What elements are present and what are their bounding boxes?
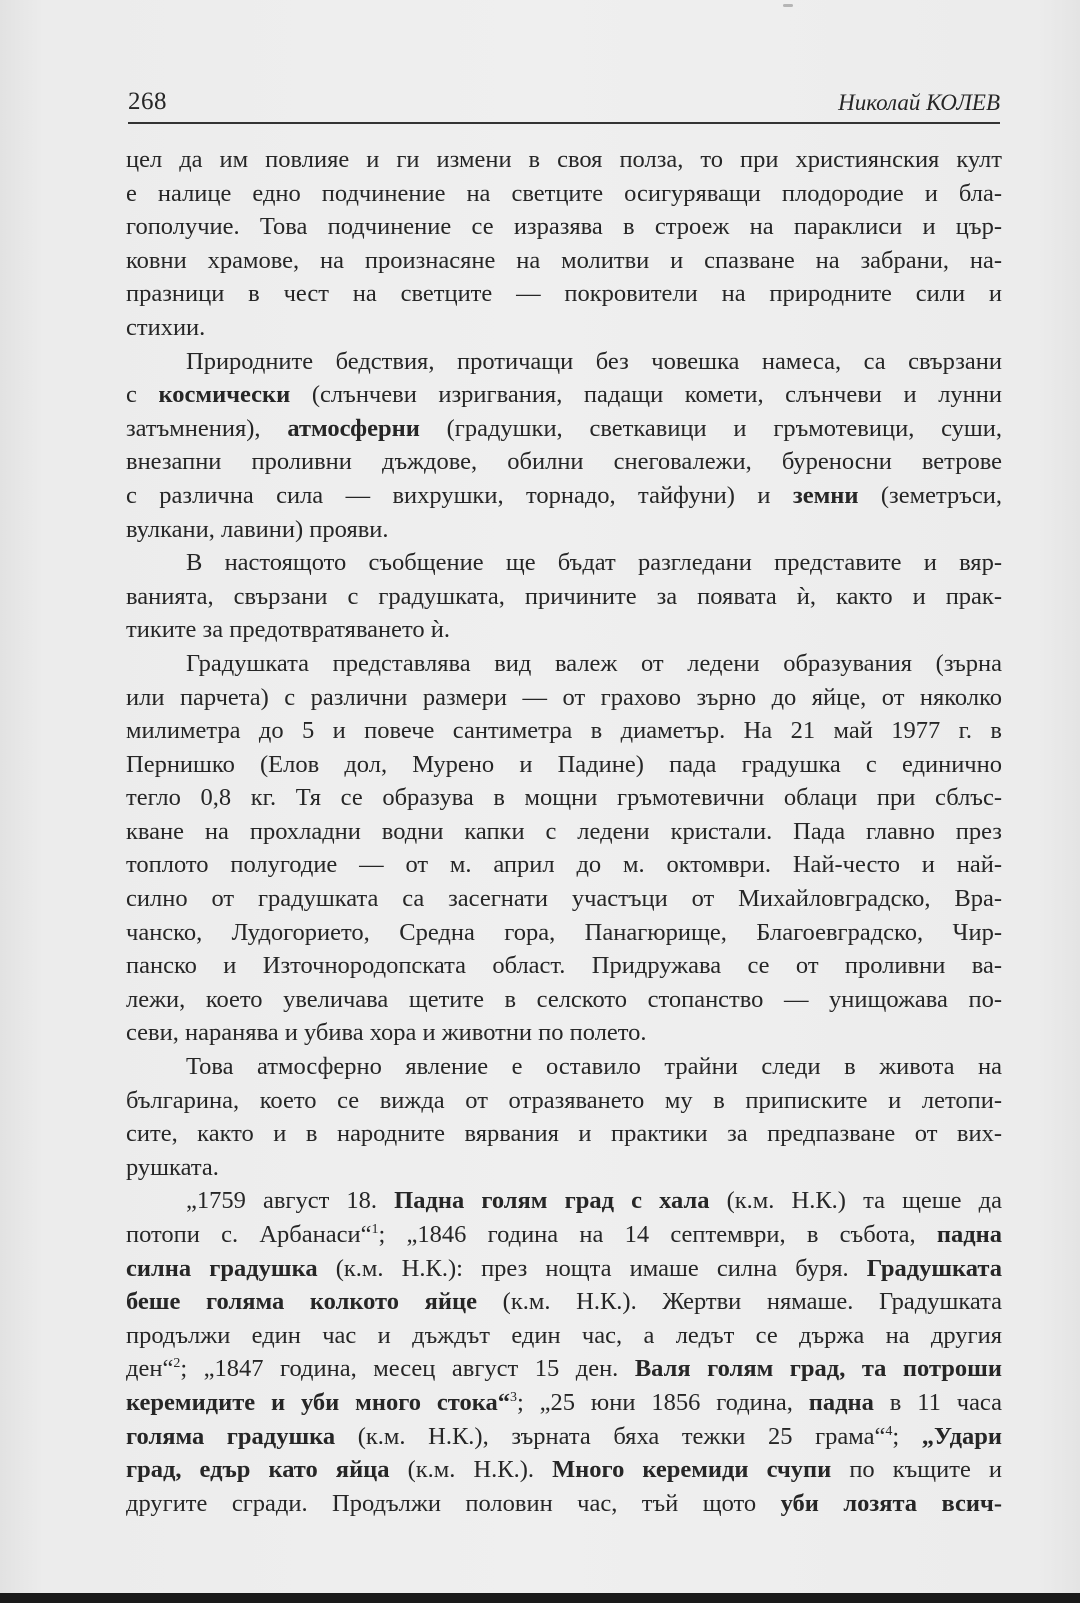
text-line: Това атмосферно явление е оставило трайни следи в живота на [186,1053,1002,1081]
bold-phrase: космически [158,381,291,409]
footnote-ref: 2 [173,1356,181,1372]
text-line: стихии. [126,313,206,341]
body-text [126,143,1002,1520]
text-line [126,1184,1002,1218]
text-run: (к.м. Н.К.). [389,1456,553,1484]
bold-phrase: голяма градушка [126,1422,336,1450]
footnote-ref: 3 [509,1389,517,1405]
bold-phrase: уби лозята всич- [780,1489,1002,1517]
text-line [126,1453,1002,1487]
bold-phrase: атмосферни [287,414,420,442]
footnote-ref: 1 [371,1222,379,1237]
bold-phrase: земни [792,481,859,509]
header-rule [128,122,1000,124]
text-run: по къщите и [831,1456,1002,1484]
text-line: внезапни проливни дъждове, обилни снеговалежи, буреносни ветрове [126,448,1002,476]
text-line: Пернишко (Елов дол, Мурено и Падине) пада градушка с единично [126,750,1002,778]
text-line: гополучие. Това подчинение се изразява в строеж на параклиси и цър- [126,213,1002,241]
text-run: ; [892,1422,922,1450]
text-run: (земетръси, [858,481,1002,509]
text-run: (к.м. Н.К.). Жертви нямаше. Градушката [477,1288,1002,1316]
text-run: потопи с. Арбанаси“ [126,1221,372,1248]
bold-phrase: беше голяма колкото яйце [126,1288,478,1316]
text-line [126,1487,1002,1521]
bold-phrase: Валя голям град, та потроши [634,1355,1002,1383]
text-line: топлото полугодие — от м. април до м. октомври. Най-често и най- [126,851,1002,879]
bold-phrase: падна [936,1221,1002,1248]
text-line [126,1386,1002,1420]
text-run: затъмнения), [126,414,288,442]
text-line: лежи, което увеличава щетите в селското стопанство — унищожава по- [126,985,1002,1013]
bold-phrase: Градушката [866,1254,1002,1282]
text-line: ванията, свързани с градушката, причините за появата ѝ, както и прак- [126,582,1002,610]
text-run: „1759 август 18. [186,1187,395,1215]
text-line: милиметра до 5 и повече сантиметра в диаметър. На 21 май 1977 г. в [126,717,1002,745]
text-run: ден“ [126,1355,174,1383]
text-line: Природните бедствия, протичащи без човешка намеса, са свързани [186,347,1002,375]
text-run: (к.м. Н.К.) та щеше да [709,1187,1002,1215]
text-run: ; „1847 година, месец август 15 ден. [180,1355,635,1383]
text-line: е налице едно подчинение на светците осигуряващи плодородие и бла- [126,179,1002,207]
running-title-author: Николай КОЛЕВ [838,90,1000,115]
text-run: в 11 часа [873,1388,1002,1416]
bold-phrase: Падна голям град с хала [394,1187,710,1215]
text-line [126,1352,1002,1386]
text-run: ; „1846 година на 14 септември, в събота, [378,1221,937,1248]
text-run: ; „25 юни 1856 година, [516,1388,809,1416]
text-line [126,1285,1002,1319]
text-line: българина, което се вижда от отразяването му в приписките и летопи- [126,1086,1002,1114]
text-line: рушката. [126,1153,219,1181]
bold-phrase: керемидите и уби много стока“ [126,1388,510,1416]
text-line [126,378,1002,412]
text-run: с различна сила — вихрушки, торнадо, тайфуни) и [126,481,793,509]
text-line: или парчета) с различни размери — от грахово зърно до яйце, от няколко [126,683,1002,711]
text-line [126,1252,1002,1286]
scan-bottom-edge [0,1593,1080,1603]
bold-phrase: Много керемиди счупи [552,1456,832,1484]
bold-phrase: падна [808,1388,874,1416]
bold-phrase: силна градушка [126,1254,318,1282]
text-line: Градушката представлява вид валеж от ледени образувания (зърна [186,649,1002,677]
text-run: (слънчеви изригвания, падащи комети, слънчеви и лунни [290,381,1002,409]
text-line: сите, както и в народните вярвания и практики за предпазване от вих- [126,1120,1002,1148]
bold-phrase: „Удари [921,1422,1002,1450]
text-run: (градушки, светкавици и гръмотевици, суши, [419,414,1002,442]
text-line: чанско, Лудогорието, Средна гора, Панагюрище, Благоевградско, Чир- [126,918,1002,946]
text-line: тиките за предотвратяването ѝ. [126,616,451,644]
page-number: 268 [128,88,167,115]
text-line: вулкани, лавини) прояви. [126,515,389,543]
text-line: кване на прохладни водни капки с ледени кристали. Пада главно през [126,817,1002,845]
text-line: тегло 0,8 кг. Тя се образува в мощни гръмотевични облаци при сблъс- [126,784,1002,812]
page-header [128,88,1000,124]
footnote-ref: 4 [885,1423,893,1439]
text-line [126,1218,1002,1252]
text-line: В настоящото съобщение ще бъдат разгледани представите и вяр- [186,549,1002,577]
text-line: силно от градушката са засегнати участъци от Михайловградско, Вра- [126,885,1002,913]
text-run: (к.м. Н.К.): през нощта имаше силна буря. [317,1254,867,1282]
text-line [126,412,1002,446]
text-line: празници в чест на светците — покровители на природните сили и [126,280,1002,308]
text-run: (к.м. Н.К.), зърната бяха тежки 25 грама“ [335,1422,886,1450]
scan-mark [783,4,793,7]
text-run: с [126,381,159,409]
bold-phrase: град, едър като яйца [126,1456,390,1484]
text-line [126,1420,1002,1454]
text-line: ковни храмове, на произнасяне на молитви и спазване на забрани, на- [126,246,1002,274]
text-line [126,479,1002,513]
text-run: другите сгради. Продължи половин час, тъй щото [126,1489,781,1517]
text-line: севи, наранява и убива хора и животни по полето. [126,1019,647,1047]
text-line: цел да им повлияе и ги измени в своя полза, то при християнския култ [126,146,1002,173]
text-line: панско и Източнородопската област. Придружава се от проливни ва- [126,952,1002,980]
text-line: продължи един час и дъждът един час, а ледът се държа на другия [126,1321,1002,1349]
